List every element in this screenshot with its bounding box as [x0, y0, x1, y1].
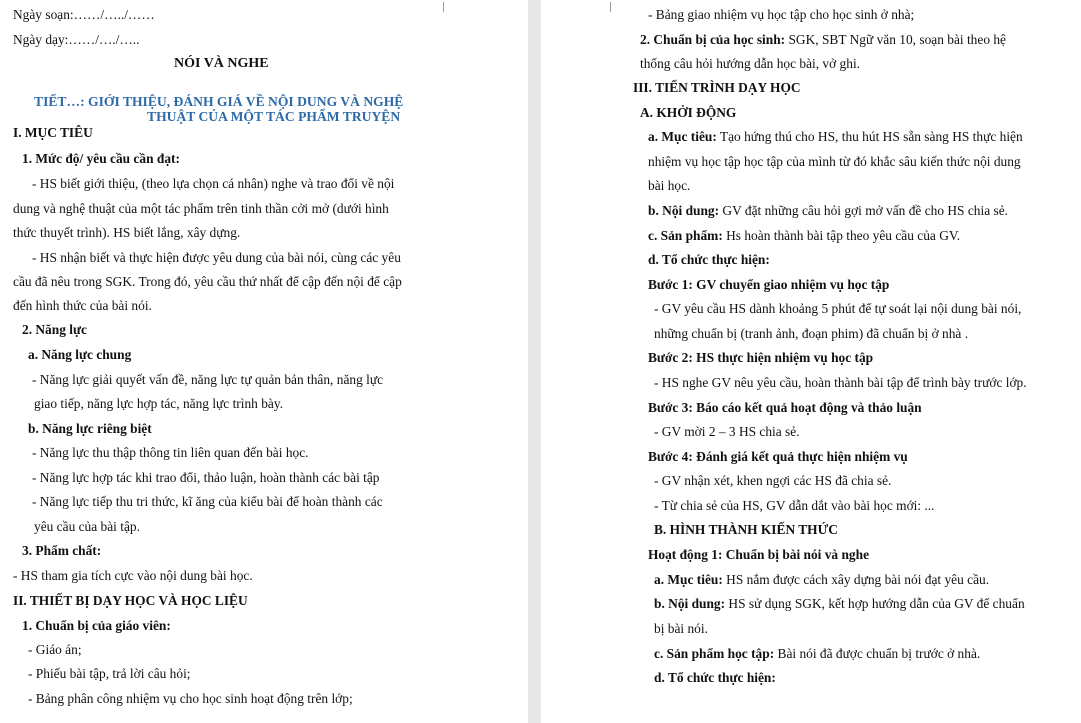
warmup-goal-text: Tạo hứng thú cho HS, thu hút HS sẵn sàng HS thực hiện: [716, 129, 1023, 144]
step-4-line-1: - GV nhận xét, khen ngợi các HS đã chia sẻ.: [654, 473, 892, 488]
subheading-general-competency: a. Năng lực chung: [28, 347, 132, 362]
warmup-product: [648, 227, 960, 245]
heading-process: III. TIẾN TRÌNH DẠY HỌC: [633, 80, 801, 95]
margin-mark: [610, 2, 611, 12]
section-title: NÓI VÀ NGHE: [174, 56, 269, 71]
heading-knowledge: B. HÌNH THÀNH KIẾN THỨC: [654, 522, 838, 537]
paragraph-6-line-1: - Năng lực tiếp thu tri thức, kĩ ăng của kiểu bài để hoàn thành các: [32, 494, 383, 509]
subheading-requirements: 1. Mức độ/ yêu cầu cần đạt:: [22, 151, 180, 166]
step-1: Bước 1: GV chuyển giao nhiệm vụ học tập: [648, 277, 890, 292]
heading-objectives: I. MỤC TIÊU: [13, 125, 93, 140]
bullet-worksheet: - Phiếu bài tập, trả lời câu hỏi;: [28, 666, 191, 681]
bullet-participation: - HS tham gia tích cực vào nội dung bài học.: [13, 568, 253, 583]
step-4: Bước 4: Đánh giá kết quả thực hiện nhiệm vụ: [648, 449, 908, 464]
warmup-product-label: c. Sản phẩm:: [648, 228, 723, 243]
bullet-task-assignment: - Bảng phân công nhiệm vụ cho học sinh hoạt động trên lớp;: [28, 691, 353, 706]
paragraph-1-line-1: - HS biết giới thiệu, (theo lựa chọn cá nhân) nghe và trao đổi về nội: [32, 176, 395, 191]
bullet-cooperation: - Năng lực hợp tác khi trao đổi, thảo luận, hoàn thành các bài tập: [32, 470, 380, 485]
student-prep: [640, 31, 1006, 49]
student-prep-text: SGK, SBT Ngữ văn 10, soạn bài theo hệ: [785, 32, 1006, 47]
activity-product-text: Bài nói đã được chuẩn bị trước ở nhà.: [774, 646, 981, 661]
warmup-content: [648, 202, 1008, 220]
paragraph-1-line-3: thức thuyết trình). HS biết lắng, xây dựng.: [13, 225, 241, 240]
paragraph-6-line-2: yêu cầu của bài tập.: [34, 519, 140, 534]
prep-date: Ngày soạn:……/…../……: [13, 7, 155, 22]
subheading-qualities: 3. Phẩm chất:: [22, 543, 102, 558]
student-prep-line-2: thống câu hỏi hướng dẫn học bài, vở ghi.: [640, 56, 861, 71]
paragraph-3-line-2: giao tiếp, năng lực hợp tác, năng lực trình bày.: [34, 396, 284, 411]
warmup-goal-line-3: bài học.: [648, 178, 691, 193]
lesson-title-line-1: TIẾT…: GIỚI THIỆU, ĐÁNH GIÁ VỀ NỘI DUNG VÀ NGHỆ: [34, 94, 404, 109]
paragraph-3-line-1: - Năng lực giải quyết vấn đề, năng lực tự quản bản thân, năng lực: [32, 372, 384, 387]
warmup-goal-line-2: nhiệm vụ học tập học tập của mình từ đó khắc sâu kiến thức nội dung: [648, 154, 1021, 169]
warmup-organization: d. Tổ chức thực hiện:: [648, 252, 770, 267]
warmup-content-label: b. Nội dung:: [648, 203, 720, 218]
warmup-goal-label: a. Mục tiêu:: [648, 129, 717, 144]
page-right: [541, 0, 1081, 723]
activity-product: [654, 645, 980, 663]
activity-content-label: b. Nội dung:: [654, 596, 726, 611]
heading-warmup: A. KHỞI ĐỘNG: [640, 105, 737, 120]
teach-date: Ngày dạy:……/…./…..: [13, 32, 140, 47]
step-4-line-2: - Từ chia sẻ của HS, GV dẫn dắt vào bài học mới: ...: [654, 498, 935, 513]
warmup-product-text: Hs hoàn thành bài tập theo yêu cầu của GV.: [722, 228, 961, 243]
step-2: Bước 2: HS thực hiện nhiệm vụ học tập: [648, 350, 874, 365]
activity-product-label: c. Sản phẩm học tập:: [654, 646, 775, 661]
heading-equipment: II. THIẾT BỊ DẠY HỌC VÀ HỌC LIỆU: [13, 593, 248, 608]
activity-1: Hoạt động 1: Chuẩn bị bài nói và nghe: [648, 547, 870, 562]
page-left: [0, 0, 528, 723]
activity-content: [654, 595, 1025, 613]
warmup-goal: [648, 128, 1023, 146]
activity-content-text: HS sử dụng SGK, kết hợp hướng dẫn của GV để chuẩn: [725, 596, 1025, 611]
student-prep-label: 2. Chuẩn bị của học sinh:: [640, 32, 786, 47]
lesson-title-line-2: THUẬT CỦA MỘT TÁC PHẨM TRUYỆN: [147, 109, 401, 124]
bullet-lesson-plan: - Giáo án;: [28, 642, 82, 657]
paragraph-2-line-1: - HS nhận biết và thực hiện được yêu dung của bài nói, cùng các yêu: [32, 250, 401, 265]
step-1-line-2: những chuẩn bị (tranh ảnh, đoạn phim) đã chuẩn bị ở nhà .: [654, 326, 969, 341]
activity-organization: d. Tổ chức thực hiện:: [654, 670, 776, 685]
subheading-competency: 2. Năng lực: [22, 322, 87, 337]
margin-mark: [443, 2, 444, 12]
step-3-text: - GV mời 2 – 3 HS chia sẻ.: [654, 424, 800, 439]
activity-goal-text: HS nắm được cách xây dựng bài nói đạt yêu cầu.: [722, 572, 990, 587]
bullet-home-tasks: - Bảng giao nhiệm vụ học tập cho học sinh ở nhà;: [648, 7, 915, 22]
activity-goal-label: a. Mục tiêu:: [654, 572, 723, 587]
subheading-specific-competency: b. Năng lực riêng biệt: [28, 421, 152, 436]
activity-goal: [654, 571, 989, 589]
activity-content-line-2: bị bài nói.: [654, 621, 708, 636]
bullet-collect-info: - Năng lực thu thập thông tin liên quan đến bài học.: [32, 445, 309, 460]
step-3: Bước 3: Báo cáo kết quả hoạt động và thảo luận: [648, 400, 922, 415]
warmup-content-text: GV đặt những câu hỏi gợi mở vấn đề cho HS chia sẻ.: [719, 203, 1009, 218]
paragraph-2-line-3: đến hình thức của bài nói.: [13, 298, 152, 313]
step-2-text: - HS nghe GV nêu yêu cầu, hoàn thành bài tập để trình bày trước lớp.: [654, 375, 1027, 390]
paragraph-2-line-2: cầu đã nêu trong SGK. Trong đó, yêu cầu thứ nhất để cập đến nội để cập: [13, 274, 402, 289]
step-1-line-1: - GV yêu cầu HS dành khoảng 5 phút để tự soát lại nội dung bài nói,: [654, 301, 1022, 316]
subheading-teacher-prep: 1. Chuẩn bị của giáo viên:: [22, 618, 171, 633]
paragraph-1-line-2: dung và nghệ thuật của một tác phẩm trên tinh thần cởi mở (dưới hình: [13, 201, 389, 216]
